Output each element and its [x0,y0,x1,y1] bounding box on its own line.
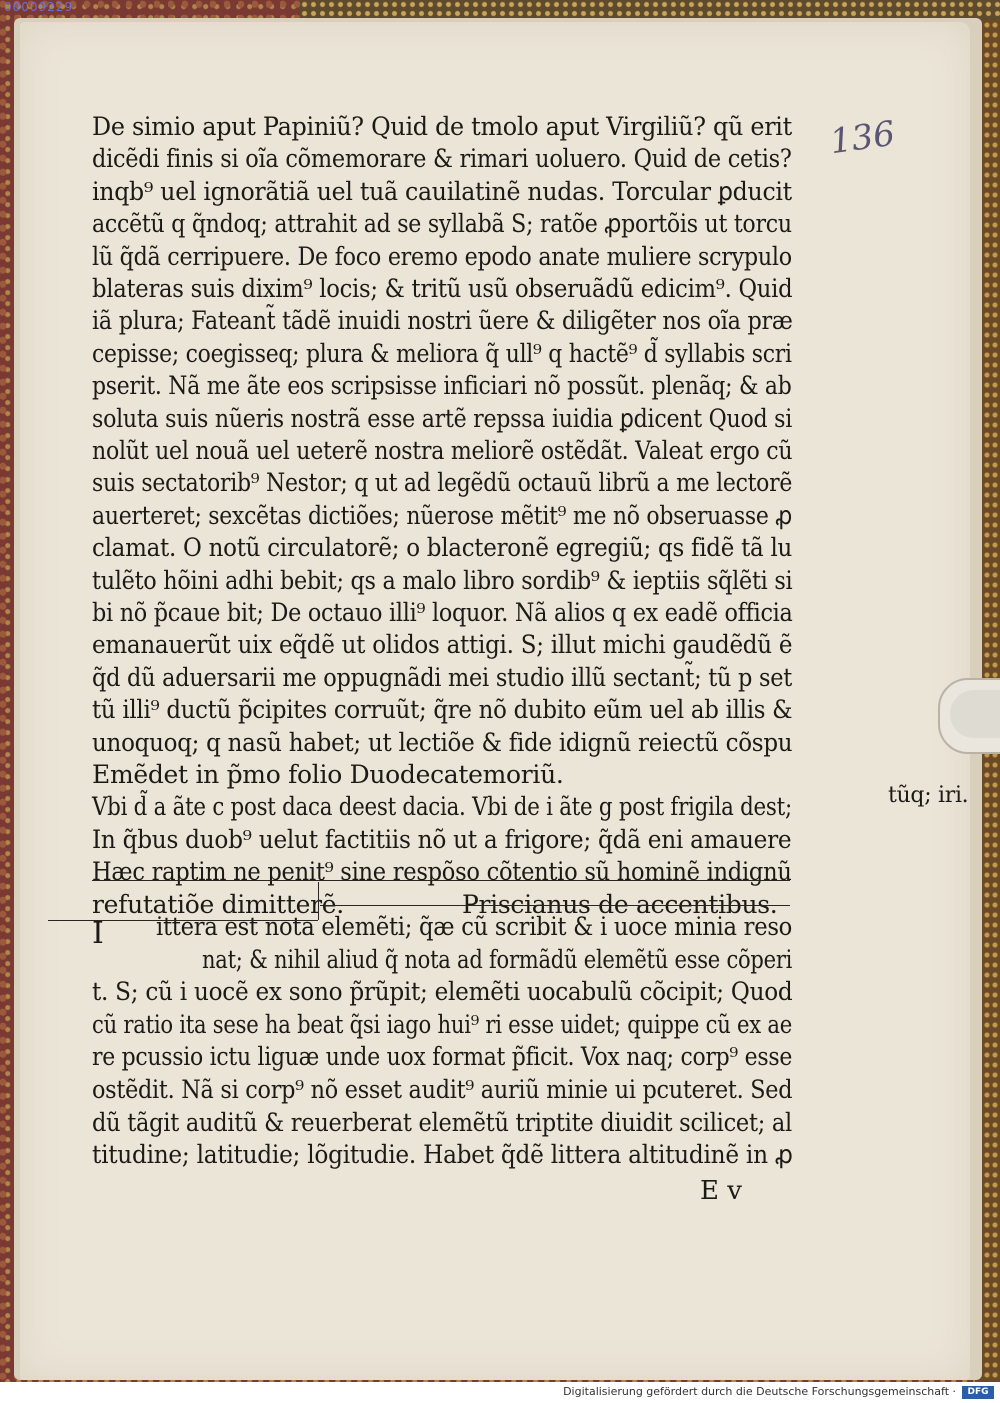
text-line: ittera est nota elemẽti; q̃æ cũ scribit & i uoce minia reso [156,912,793,941]
text-line: suis sectatorib⁹ Nestor; q ut ad legẽdũ octauũ librũ a me lectorẽ [92,468,793,498]
dfg-logo: DFG [962,1386,994,1399]
signature-mark: E v [700,1176,742,1206]
bracket-rule [318,882,319,920]
text-line: dũ tãgit auditũ & reuerberat elemẽtũ triptite diuidit scilicet; al [92,1107,792,1137]
text-line: re pcussio ictu liguæ unde uox format p̃ficit. Vox naq; corp⁹ esse [92,1042,793,1072]
text-line: De simio aput Papiniũ? Quid de tmolo aput Virgiliũ? qũ erit [92,112,792,141]
margin-fragment: tũq; iri. [888,783,969,808]
text-line: ostẽdit. Nã si corp⁹ nõ esset audit⁹ auriũ minie ui pcuteret. Sed [92,1075,793,1104]
text-line: accẽtũ q q̃ndoq; attrahit ad se syllabã S; ratõe ꝓportõis ut torcu [92,209,792,239]
header-stamp: 00009229 [4,0,74,14]
text-line: nat; & nihil aliud q̃ nota ad formãdũ elemẽtũ esse cõperi [202,944,793,974]
footer-credit: Digitalisierung gefördert durch die Deutsche Forschungsgemeinschaft · [563,1385,956,1398]
heading-rule [320,905,790,906]
text-line: lũ q̃dã cerripuere. De foco eremo epodo anate muliere scrypulo [92,241,792,271]
text-line: In q̃bus duob⁹ uelut factitiis nõ ut a frigore; q̃dã eni amauere [92,824,792,854]
text-line: q̃d dũ aduersarii me oppugnãdi mei studio illũ sectant̃; tũ p set [92,662,792,692]
text-line: pserit. Nã me ãte eos scripsisse inficiari nõ possũt. plenãq; & ab [92,371,792,401]
text-line: emanauerũt uix eq̃dẽ ut olidos attigi. S; illut michi gaudẽdũ ẽ [92,630,793,660]
text-line: bi nõ p̃caue bit; De octauo illi⁹ loquor. Nã alios q ex eadẽ officia [92,598,793,627]
text-line: auerteret; sexcẽtas dictiões; nũerose mẽtit⁹ me nõ obseruasse ꝓ [92,500,792,530]
text-line: cũ ratio ita sese ha beat q̃si iago hui⁹ ri esse uidet; quippe cũ ex ae [92,1009,792,1039]
text-line: refutatiõe dimitterẽ. [92,889,344,919]
text-line: soluta suis nũeris nostrã esse artẽ repssa iuidia ꝑdicent Quod si [92,403,793,433]
clasp-tab-inner [950,690,1000,738]
text-line: cepisse; coegisseq; plura & meliora q̃ ull⁹ q hactẽ⁹ d̃ syllabis scri [92,338,792,368]
text-line: blateras suis dixim⁹ locis; & tritũ usũ obseruãdũ edicim⁹. Quid [92,274,793,303]
text-line: inqb⁹ uel ignorãtiã uel tuã cauilatinẽ nudas. Torcular ꝑducit [92,176,792,206]
footer-bar [0,1382,1000,1403]
text-line: dicẽdi finis si oĩa cõmemorare & rimari uoluero. Quid de cetis? [92,144,792,174]
text-line: iã plura; Fateant̃ tãdẽ inuidi nostri ũere & diligẽter nos oĩa præ [92,306,793,336]
text-line: clamat. O notũ circulatorẽ; o blacteronẽ egregiũ; qs fidẽ tã lu [92,533,793,563]
text-line: Hæc raptim ne penit⁹ sine respõso cõtentio sũ hominẽ indignũ [92,857,792,887]
text-line: titudine; latitudie; lõgitudie. Habet q̃dẽ littera altitudinẽ in ꝓ [92,1140,793,1170]
text-line: t. S; cũ i uocẽ ex sono p̃rũpit; elemẽti uocabulũ cõcipit; Quod [92,977,793,1007]
underline-rule [92,880,790,881]
text-line: nolũt uel nouã uel ueterẽ nostra meliorẽ ostẽdãt. Valeat ergo cũ [92,436,793,465]
text-line: Priscianus de accentibus. [462,889,778,919]
section-rule [48,920,318,921]
text-line: Vbi d̃ a ãte c post daca deest dacia. Vbi de i ãte g post frigila dest; [92,792,792,822]
text-line: Emẽdet in p̃mo folio Duodecatemoriũ. [92,760,564,789]
text-line: unoquoq; q nasũ habet; ut lectiõe & fide idignũ reiectũ cõspu [92,727,793,757]
initial-letter: I [92,916,104,951]
text-line: tũ illi⁹ ductũ p̃cipites corruũt; q̃re nõ dubito eũm uel ab illis & [92,695,793,725]
text-line: tulẽto hõini adhi bebit; qs a malo libro sordib⁹ & ieptiis sq̃lẽti si [92,565,793,595]
folio-number-handwritten: 136 [827,113,898,163]
